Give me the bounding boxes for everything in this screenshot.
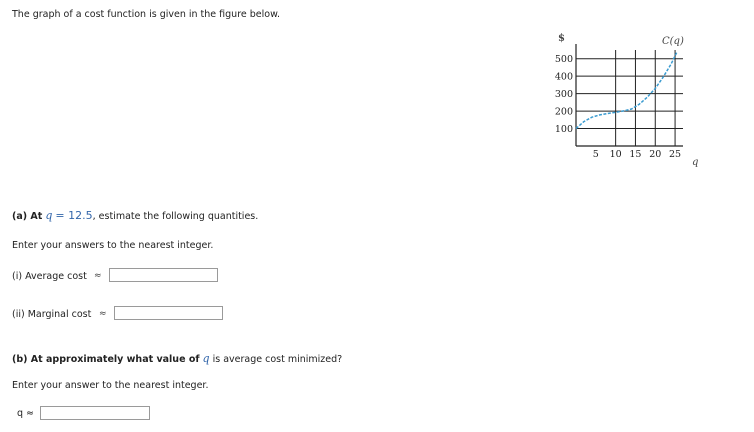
- y-tick-label: 300: [554, 89, 573, 101]
- y-tick-label: 100: [554, 124, 573, 136]
- x-tick-label: 10: [609, 149, 622, 160]
- avg-cost-input[interactable]: [109, 268, 218, 282]
- q-min-label: q ≈: [17, 408, 35, 419]
- y-tick-label: 400: [554, 71, 573, 83]
- graph-ticks: [555, 54, 681, 160]
- y-tick-label: 200: [554, 106, 573, 118]
- x-tick-label: 20: [649, 149, 662, 160]
- marginal-cost-approx: ≈: [99, 309, 107, 319]
- part-b-label: (b) At approximately what value of: [12, 354, 200, 365]
- curve-label: C(q): [662, 36, 684, 47]
- marginal-cost-label: (ii) Marginal cost: [12, 309, 92, 320]
- part-b-var: q: [202, 352, 210, 365]
- part-a-var: q: [45, 209, 53, 222]
- graph-grid: [576, 44, 683, 146]
- part-b-prompt: [12, 352, 342, 365]
- y-tick-label: 500: [554, 54, 573, 66]
- x-tick-label: 25: [669, 149, 682, 160]
- part-a-prompt: [12, 209, 258, 222]
- y-unit-label: $: [558, 33, 565, 44]
- x-tick-label: 5: [592, 149, 599, 160]
- q-min-input[interactable]: [40, 406, 150, 420]
- part-b-rest: is average cost minimized?: [212, 354, 343, 365]
- series-line-cost: [576, 52, 677, 129]
- part-b-instruction: Enter your answer to the nearest integer.: [12, 380, 209, 391]
- x-tick-label: 15: [629, 149, 642, 160]
- x-axis-label: q: [692, 157, 699, 168]
- cost-graph: [548, 28, 748, 178]
- problem-intro: The graph of a cost function is given in the figure below.: [12, 9, 281, 20]
- part-a-label: (a) At: [12, 211, 43, 222]
- part-a-rest: , estimate the following quantities.: [92, 211, 259, 222]
- marginal-cost-input[interactable]: [114, 306, 223, 320]
- avg-cost-approx: ≈: [94, 271, 102, 281]
- part-a-instruction: Enter your answers to the nearest integer.: [12, 240, 214, 251]
- avg-cost-label: (i) Average cost: [12, 271, 87, 282]
- part-a-eq: = 12.5: [55, 209, 93, 222]
